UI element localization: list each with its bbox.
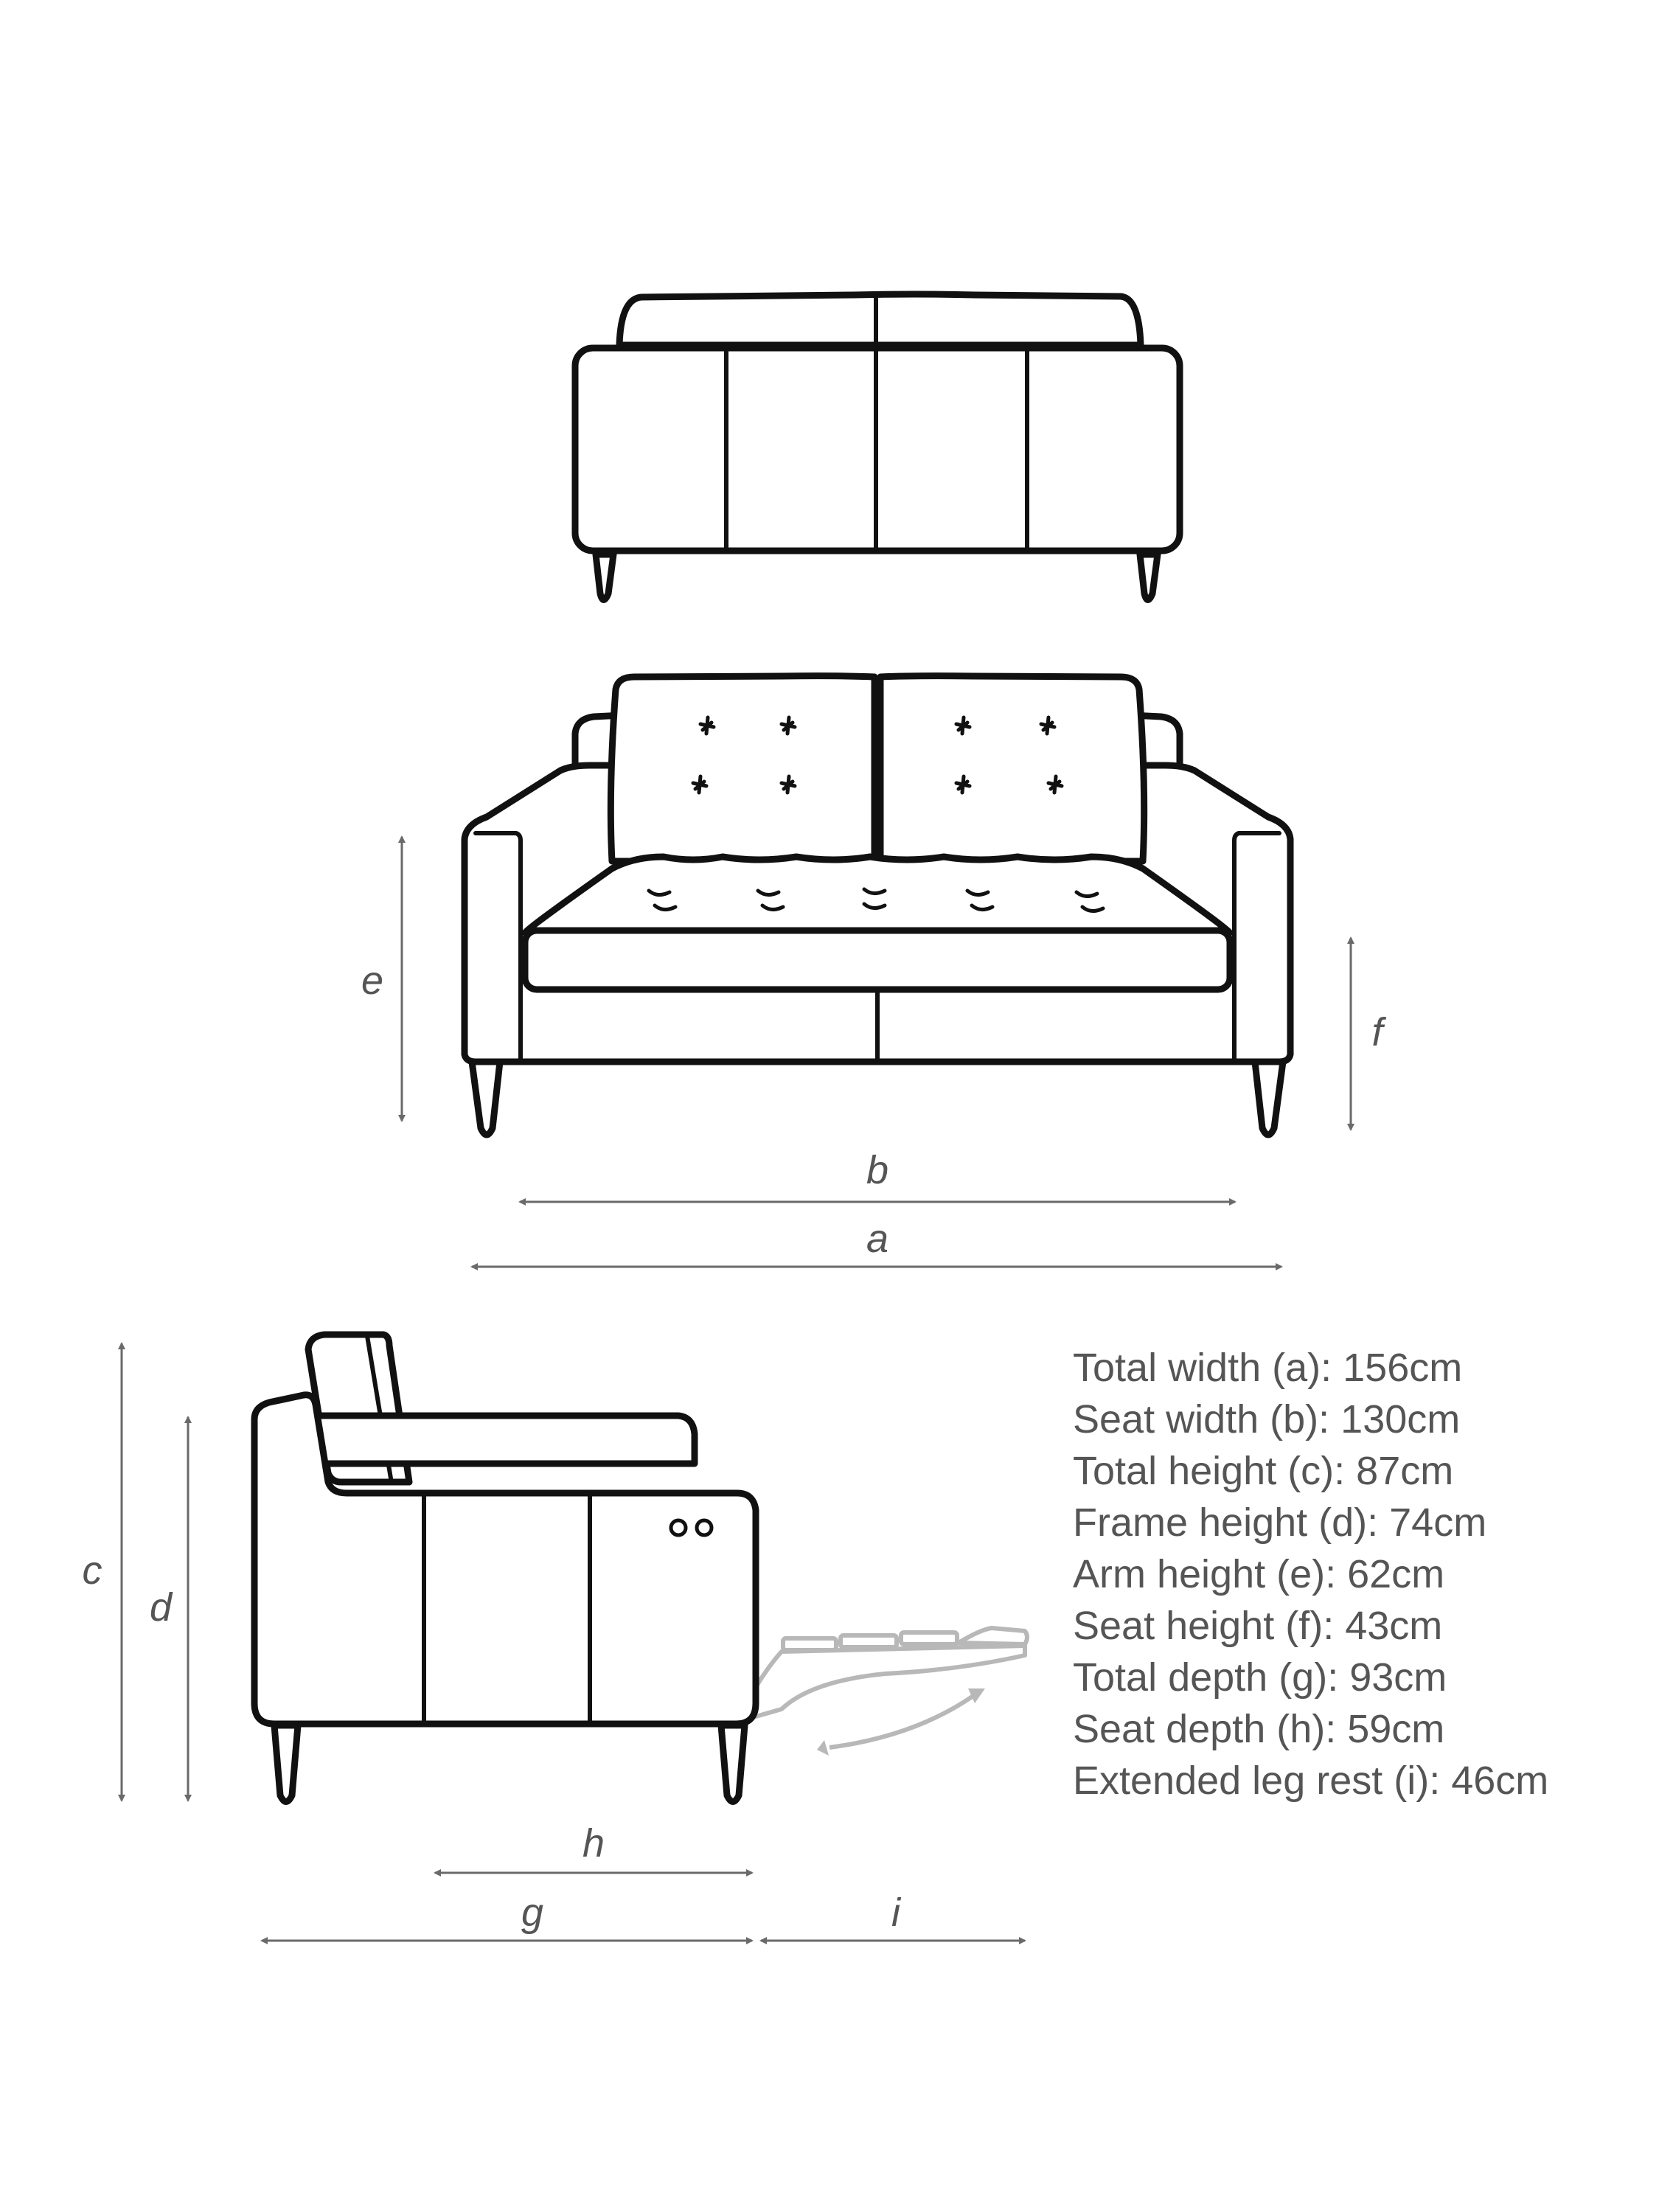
spec-total-height: Total height (c): 87cm — [1073, 1449, 1454, 1493]
dimension-e — [361, 837, 402, 1121]
recline-button-icon — [671, 1520, 686, 1535]
dimension-label-i: i — [891, 1891, 900, 1935]
sofa-back-view — [575, 294, 1180, 600]
spec-arm-height: Arm height (e): 62cm — [1073, 1552, 1445, 1596]
dimension-label-h: h — [582, 1821, 605, 1865]
dimension-d — [150, 1417, 188, 1801]
dimension-g — [262, 1891, 752, 1941]
recline-button-icon — [697, 1520, 712, 1535]
spec-seat-width: Seat width (b): 130cm — [1073, 1397, 1461, 1441]
spec-frame-height: Frame height (d): 74cm — [1073, 1500, 1487, 1545]
dimension-label-d: d — [149, 1585, 173, 1630]
spec-extended-leg-rest: Extended leg rest (i): 46cm — [1073, 1759, 1549, 1803]
dimension-label-b: b — [866, 1148, 889, 1192]
dimension-c — [83, 1343, 122, 1801]
dimension-label-c: c — [82, 1548, 102, 1593]
spec-total-width: Total width (a): 156cm — [1073, 1346, 1463, 1390]
sofa-front-view — [465, 676, 1290, 1135]
dimension-f — [1351, 938, 1386, 1130]
extended-leg-rest — [751, 1628, 1027, 1756]
dimension-a — [472, 1217, 1281, 1267]
dimension-label-e: e — [361, 959, 384, 1003]
dimension-b — [520, 1148, 1235, 1202]
spec-seat-depth: Seat depth (h): 59cm — [1073, 1707, 1445, 1751]
spec-seat-height: Seat height (f): 43cm — [1073, 1604, 1443, 1648]
sofa-side-view — [254, 1335, 1027, 1802]
dimension-label-a: a — [866, 1217, 889, 1261]
dimension-spec-list — [1073, 1342, 1548, 1806]
dimension-i — [761, 1891, 1025, 1941]
dimension-h — [435, 1821, 752, 1873]
dimension-label-g: g — [521, 1891, 544, 1935]
dimension-label-f: f — [1371, 1010, 1383, 1054]
spec-total-depth: Total depth (g): 93cm — [1073, 1655, 1447, 1700]
